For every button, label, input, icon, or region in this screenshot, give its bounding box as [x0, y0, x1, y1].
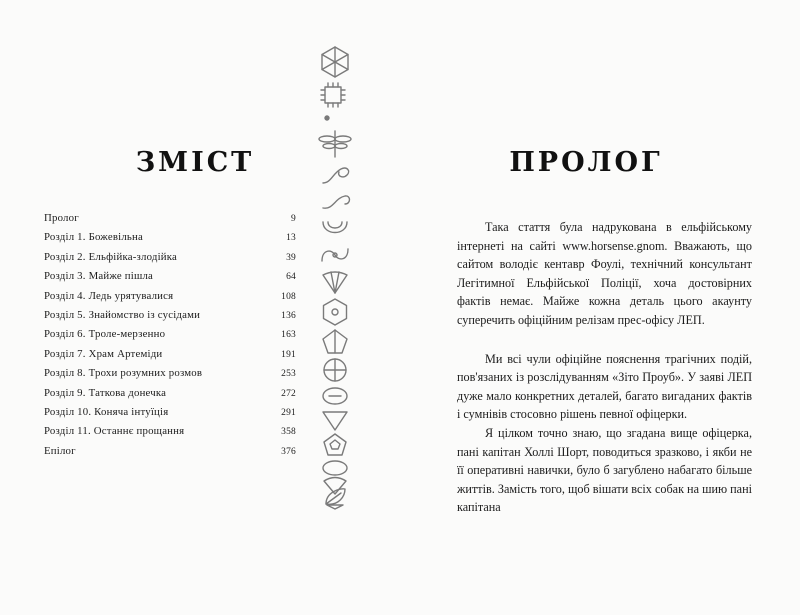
toc-entry-label: Розділ 5. Знайомство із сусідами — [44, 308, 201, 321]
toc-list — [44, 212, 296, 464]
toc-entry-page: 136 — [281, 310, 296, 321]
hexagon-icon — [322, 47, 348, 77]
oval-icon — [323, 461, 347, 475]
toc-entry-page: 64 — [286, 272, 296, 283]
toc-entry[interactable] — [44, 328, 296, 347]
toc-entry[interactable] — [44, 212, 296, 231]
toc-entry-label: Розділ 4. Ледь урятувалися — [44, 289, 174, 302]
triangle-icon — [323, 412, 347, 430]
pentagon-icon — [323, 330, 347, 353]
crescent-icon — [323, 222, 347, 233]
toc-entry-label: Розділ 10. Коняча інтуїція — [44, 405, 169, 418]
toc-entry-page: 163 — [281, 330, 296, 341]
prologue-title: ПРОЛОГ — [509, 147, 663, 178]
dot-icon — [325, 116, 329, 120]
swirl-icon — [323, 168, 349, 183]
toc-entry-page: 9 — [291, 214, 296, 224]
toc-entry[interactable] — [44, 445, 296, 464]
loop-icon — [322, 249, 348, 261]
toc-entry-label: Розділ 3. Майже пішла — [44, 270, 154, 283]
swirl-icon — [323, 196, 350, 208]
toc-entry[interactable] — [44, 270, 296, 289]
toc-title: ЗМІСТ — [135, 147, 255, 178]
toc-entry-page: 376 — [281, 446, 296, 457]
toc-entry-label: Розділ 2. Ельфійка-злодійка — [44, 250, 178, 263]
hexagon-icon — [324, 299, 347, 325]
toc-entry-page: 108 — [281, 291, 296, 302]
cross-circle-icon — [324, 359, 346, 381]
right-page — [420, 0, 800, 615]
toc-entry[interactable] — [44, 309, 296, 328]
leaf-icon — [326, 489, 345, 504]
toc-entry-label: Розділ 1. Божевільна — [44, 231, 143, 244]
chip-icon — [321, 83, 345, 107]
toc-entry-page: 253 — [281, 369, 296, 380]
toc-entry-label: Пролог — [44, 212, 79, 224]
toc-entry[interactable] — [44, 231, 296, 250]
fan-icon — [323, 272, 347, 293]
toc-entry-page: 191 — [281, 349, 296, 360]
toc-entry[interactable] — [44, 387, 296, 406]
toc-entry[interactable] — [44, 367, 296, 386]
prologue-paragraph: Ми всі чули офіційне пояснення трагічних подій, пов'язаних із розслідуванням «Зіто Проуб». У заяві ЛЕП дуже мало конкретних деталей, багато вигаданих фактів і сумнівів стосовно рішень певної офіцерки. — [457, 351, 752, 422]
toc-entry-label: Розділ 8. Трохи розумних розмов — [44, 367, 203, 380]
prologue-paragraph: Я цілком точно знаю, що згадана вище офіцерка, пані капітан Холлі Шорт, поводиться зразково, і якби не її оперативні навички, було б загублено набагато більше життів. Замість того, щоб вішати всіх собак на шию пані капітана — [457, 425, 752, 515]
prologue-paragraph: Така стаття була надрукована в ельфійському інтернеті на сайті www.horsense.gnom. Вважають, що сайтом володіє кентавр Фоулі, технічний консультант Легітимної Ельфійської Поліції, хоча достовірних фактів немає. Майже кожна деталь цього акаунту суперечить офіційним релізам прес-офісу ЛЕП. — [457, 220, 752, 327]
toc-entry[interactable] — [44, 348, 296, 367]
toc-entry-label: Розділ 6. Троле-мерзенно — [44, 328, 166, 341]
dragonfly-icon — [319, 131, 351, 157]
toc-entry-page: 358 — [281, 427, 296, 438]
toc-entry-page: 13 — [286, 233, 296, 244]
toc-entry[interactable] — [44, 290, 296, 309]
toc-entry[interactable] — [44, 406, 296, 425]
toc-entry-label: Розділ 11. Останнє прощання — [44, 425, 185, 438]
toc-entry-page: 272 — [281, 388, 296, 399]
toc-entry-label: Розділ 7. Храм Артеміди — [44, 347, 163, 360]
toc-entry-page: 291 — [281, 407, 296, 418]
oval-icon — [323, 388, 347, 404]
gnommish-glyph-column — [305, 40, 365, 510]
toc-entry-label: Розділ 9. Таткова донечка — [44, 386, 167, 399]
toc-entry-label: Епілог — [44, 444, 76, 457]
toc-entry-page: 39 — [286, 252, 296, 263]
toc-entry[interactable] — [44, 425, 296, 444]
triangle-icon — [327, 505, 343, 509]
prologue-body — [457, 218, 752, 517]
pentagon-icon — [324, 434, 346, 455]
toc-entry[interactable] — [44, 251, 296, 270]
